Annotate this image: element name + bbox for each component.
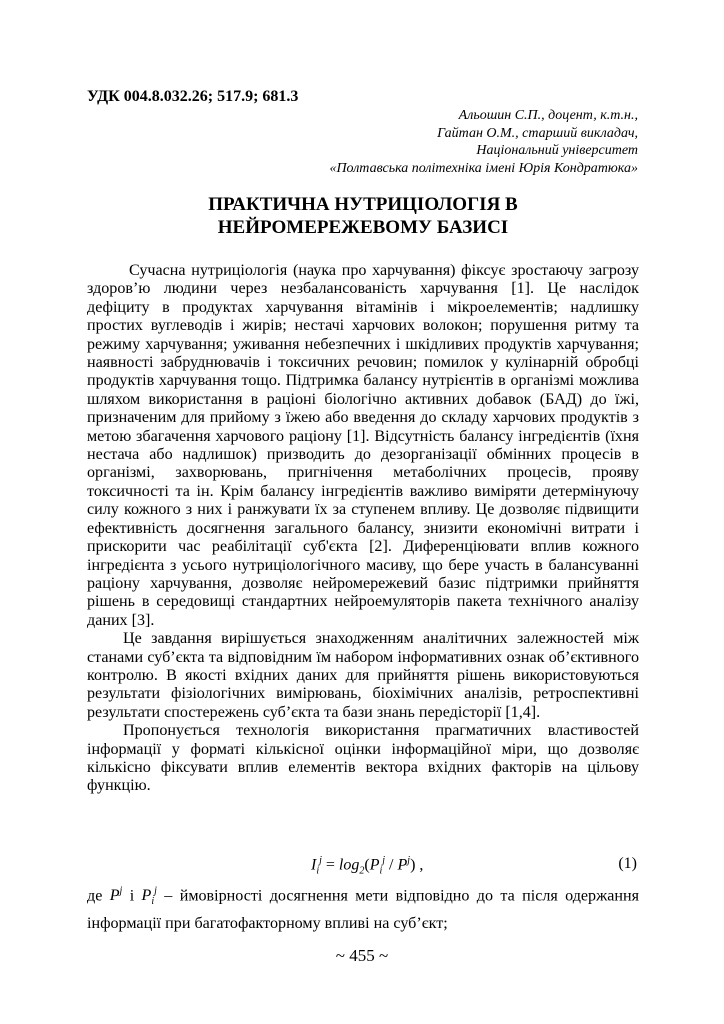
title-line-1: ПРАКТИЧНА НУТРИЦІОЛОГІЯ В (208, 194, 518, 215)
title-line-2: НЕЙРОМЕРЕЖЕВОМУ БАЗИСІ (217, 217, 509, 238)
symbol-p-posterior-base: P (141, 887, 152, 905)
body-text (87, 262, 639, 796)
symbol-p-posterior-sup: j (154, 886, 157, 897)
eq-open-paren: ( (364, 856, 370, 874)
paper-title (87, 193, 639, 239)
eq-log-base: 2 (359, 865, 365, 877)
where-rest: – ймовірності досягнення мети відповідно до та після одержання інформації при багатофакторному впливі на суб’єкт; (87, 887, 639, 932)
symbol-p-posterior (141, 886, 157, 908)
paragraph-1: Сучасна нутриціологія (наука про харчування) фіксує зростаючу загрозу здоров’ю людини через незбалансованість харчування [1]. Це наслідок дефіциту в продуктах харчування вітамінів і мікроелементів; надлишку простих вуглеводів і жирів; нестачі харчових волокон; порушення ритму та режиму харчування; уживання небезпечних і шкідливих продуктів харчування; наявності забруднювачів і токсичних речовин; помилок у кулінарній обробці продуктів харчування тощо. Підтримка балансу нутрієнтів в організмі можлива шляхом використання в раціоні біологічно активних добавок (БАД) до їжі, призначеним для прийому з їжею або введення до складу харчових продуктів з метою збагачення харчового раціону [1]. Відсутність балансу інгредієнтів (їхня нестача або надлишок) призводить до дезорганізації обмінних процесів в організмі, захворювань, пригнічення метаболічних процесів, прояву токсичності та ін. Крім балансу інгредієнтів важливо виміряти детермінуючу силу кожного з них і ранжувати їх за ступенем впливу. Це дозволяє підвищити ефективність досягнення загального балансу, знизити економічні витрати і прискорити час реабілітації суб'єкта [2]. Диференціювати вплив кожного інгредієнта з усього нутриціологічного масиву, що бере участь в балансуванні раціону харчування, дозволяє нейромережевий базис підтримки прийняття рішень в середовищі стандартних нейроемуляторів пакета технічного аналізу даних [3]. (87, 262, 639, 629)
symbol-p-prior-base: P (109, 887, 120, 905)
symbol-p-prior (110, 887, 123, 904)
eq-p1-base: P (369, 856, 380, 874)
udc-code: УДК 004.8.032.26; 517.9; 681.3 (87, 88, 299, 105)
eq-log: log (338, 856, 360, 874)
equation-number: (1) (618, 855, 637, 872)
equation-explanation (87, 881, 639, 934)
eq-p2-base: P (397, 856, 408, 874)
symbol-p-prior-sup: j (119, 886, 123, 897)
author-line-2: Гайтан О.М., старший викладач, (437, 125, 638, 141)
equation-expression (311, 855, 423, 877)
eq-lhs-sub: i (316, 865, 320, 877)
eq-p1-sup: j (382, 855, 386, 866)
eq-p1-sub: i (379, 865, 383, 877)
equation-1 (87, 852, 639, 878)
eq-lhs-base: I (311, 856, 317, 874)
affiliation-line-1: Національний університет (476, 143, 638, 158)
eq-close-paren: ) , (410, 856, 424, 874)
where-and: і (122, 887, 142, 905)
paragraph-2: Це завдання вирішується знаходженням аналітичних залежностей між станами суб’єкта та відповідним їм набором інформативних ознак об’єктивного контролю. В якості вхідних даних для прийняття рішень використовуються результати фізіологічних вимірювань, біохімічних аналізів, ретроспективні результати спостережень суб’єкта та бази знань передісторії [1,4]. (87, 630, 639, 721)
paragraph-3: Пропонується технологія використання прагматичних властивостей інформації у форматі кількісної оцінки інформаційної міри, що дозволяє кількісно фіксувати вплив елементів вектора вхідних факторів на цільову функцію. (87, 722, 639, 795)
affiliation-line-2: «Полтавська політехніка імені Юрія Кондратюка» (329, 160, 638, 176)
where-prefix: де (87, 887, 110, 905)
eq-equals: = (321, 856, 339, 874)
author-line-1: Альошин С.П., доцент, к.т.н., (458, 108, 638, 123)
explanation-text (87, 881, 639, 934)
page-number: ~ 455 ~ (335, 946, 389, 965)
eq-slash: / (385, 856, 398, 874)
eq-p2-sup: j (407, 855, 411, 866)
author-block (218, 107, 638, 177)
eq-lhs-sup: j (319, 855, 322, 866)
symbol-p-posterior-sub: i (151, 896, 155, 908)
